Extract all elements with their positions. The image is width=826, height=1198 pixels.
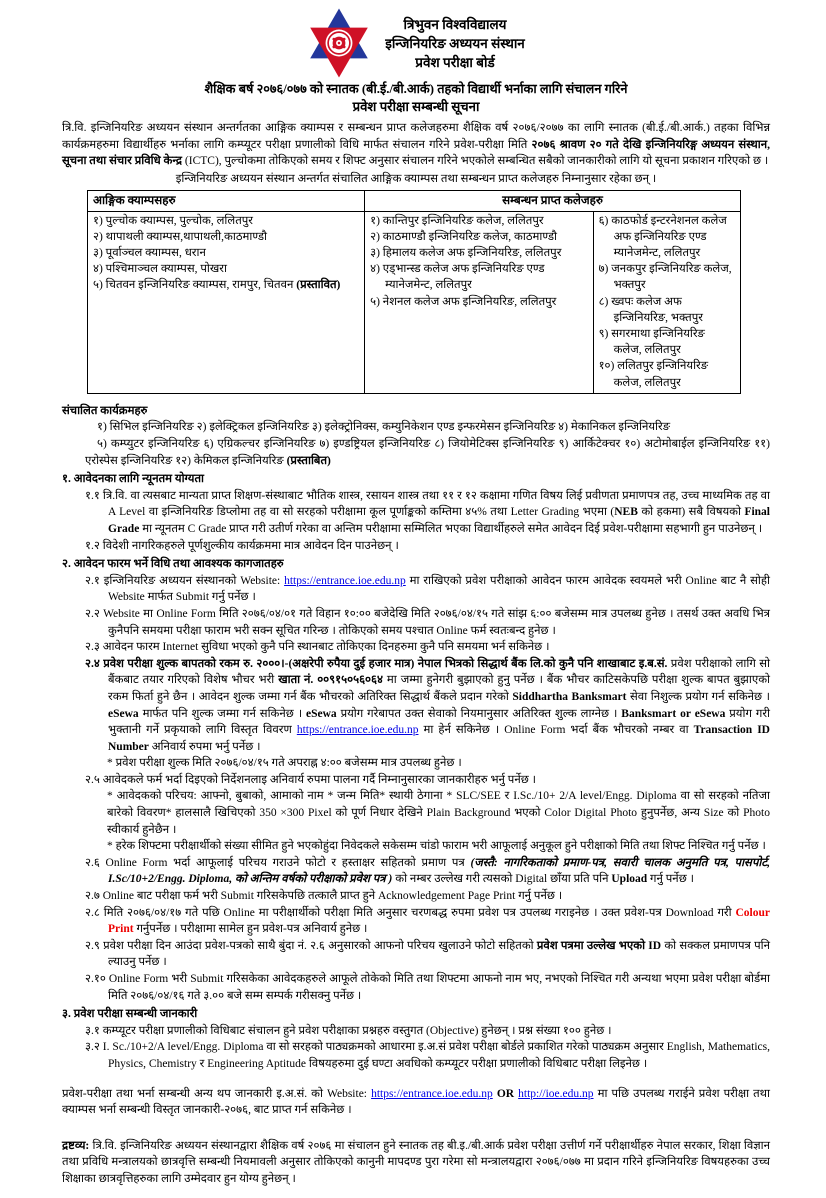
text-segment: NEB	[614, 506, 638, 519]
text-segment: * हरेक शिफ्टमा परीक्षार्थीको संख्या सीमित हुने भएकोहुंदा निवेदकले सकेसम्म चांडो फाराम भरी आफूलाई अनुकूल हुने परीक्षाको मिति तथा शिफ्ट निश्चित गर्नु पर्नेछ ।	[107, 840, 766, 853]
intro-paragraph	[62, 120, 770, 170]
text-segment: प्रवेश पत्रमा उल्लेख भएको ID	[536, 939, 662, 952]
clause-2-1	[85, 573, 770, 606]
applicant-info-note	[107, 788, 770, 838]
text-segment: २.१० Online Form भरी Submit गरिसकेका आवेदकहरुले आफूले तोकेको मिति तथा शिफ्टमा आफनो नाम भए, नभएको निश्चित गरी अन्यथा भएमा प्रवेश परीक्षा बोर्डमा मिति २०७६/०४/१६ गते ३.०० बजे सम्म सम्पर्क गरीसक्नु पर्नेछ ।	[85, 973, 770, 1002]
text-segment: २. आवेदन फारम भर्ने विधि तथा आवश्यक कागजातहरु	[62, 558, 284, 571]
college-item	[370, 261, 587, 293]
college-item	[599, 294, 735, 326]
header-top-row	[62, 8, 770, 78]
text-segment: २) काठमाण्डौ इन्जिनियरिङ कलेज, काठमाण्डौ	[370, 230, 557, 243]
college-item	[93, 213, 359, 229]
text-segment: Colour Print	[108, 906, 770, 936]
college-item	[93, 245, 359, 261]
text-segment: त्रि.वि. इन्जिनियरिङ अध्ययन संस्थान अन्तर्गतका आङ्गिक क्याम्पस र सम्बन्धन प्राप्त कलेजहरुमा शैक्षिक वर्ष २०७६/२०७७ का लागि स्नातक (बी.ई./बी.आर्क.) तहका विभिन्न कार्यक्रमहरुमा विद्यार्थीहरु भर्नाका लागि कम्प्यूटर परीक्षा प्रणालीको विधि मार्फत संचालन गरिने प्रवेश-परीक्षा मिति	[62, 122, 770, 151]
college-item	[93, 229, 359, 245]
college-item	[370, 245, 587, 261]
college-item	[599, 326, 735, 358]
section-3-heading	[62, 1006, 770, 1023]
clause-2-3	[85, 639, 770, 656]
text-segment: Transaction ID Number	[108, 724, 770, 753]
text-segment: ५) कम्प्युटर इन्जिनियरिङ ६) एग्रिकल्चर इन्जिनियरिङ ७) इण्डष्ट्रियल इन्जिनियरिङ ८) जियोमेटिक्स इन्जिनियरिङ ९) आर्किटेक्चर १०) अटोमोबाईल इन्जिनियरिङ ११) एरोस्पेस इन्जिनियरिङ १२) केमिकल इन्जिनियरिङ	[85, 438, 770, 467]
clause-2-5	[85, 772, 770, 789]
programs-heading	[62, 403, 770, 420]
college-item	[93, 261, 359, 277]
text-segment: प्रयोग गरेबापत उक्त सेवाको नियमानुसार अतिरिक्त शुल्क लाग्नेछ ।	[336, 707, 622, 720]
colleges-table	[87, 190, 741, 393]
text-segment: ३. प्रवेश परीक्षा सम्बन्धी जानकारी	[62, 1008, 198, 1021]
text-segment: १) कान्तिपुर इन्जिनियरिङ कलेज, ललितपुर	[370, 214, 544, 227]
text-segment: (जस्तै: नागरिकताको प्रमाण-पत्र, सवारी चालक अनुमति पत्र, पासपोर्ट, I.Sc/10+2/Engg. Diploma, को अन्तिम वर्षको परीक्षाको प्रवेश पत्र )	[108, 856, 770, 886]
text-segment: गर्नुपर्नेछ । परीक्षामा सामेल हुन प्रवेश-पत्र अनिवार्य हुनेछ ।	[133, 923, 368, 936]
fee-deadline-note	[107, 755, 770, 772]
text-segment: Banksmart or eSewa	[621, 707, 726, 720]
clause-2-10	[85, 971, 770, 1004]
text-segment: २.६ Online Form भर्दा आफूलाई परिचय गराउने फोटो र हस्ताक्षर सहितको प्रमाण पत्र	[85, 856, 471, 869]
text-segment: मा न्यूनतम C Grade प्राप्त गरी उतीर्ण गरेका वा अन्तिम परीक्षामा सम्मिलित भएका विद्यार्थीहरुले समेत आवेदन दिई प्रवेश-परीक्षामा सहभागी हुन पाउनेछन् ।	[139, 522, 763, 535]
clause-2-6	[85, 855, 770, 888]
text-segment: मा हेर्न सकिनेछ । Online Form भर्दा बैंक भौचरको नम्बर वा	[418, 724, 694, 737]
text-segment: ७) जनकपुर इन्जिनियरिङ कलेज, भक्तपुर	[598, 263, 732, 292]
notice-title: प्रवेश परीक्षा सम्बन्धी सूचना	[352, 99, 480, 114]
text-segment: ६) काठफोर्ड इन्टरनेशनल कलेज अफ इन्जिनियरिङ एण्ड म्यानेजमेन्ट, ललितपुर	[598, 214, 727, 259]
affiliated-colleges-cell-1	[365, 211, 593, 393]
text-segment: अनिवार्य रुपमा भर्नु पर्नेछ ।	[148, 740, 261, 753]
header-title-lines	[385, 15, 525, 72]
text-segment: इन्जिनियरिङ अध्ययन संस्थान अन्तर्गत संचालित आङ्गिक क्याम्पस तथा सम्बन्धन प्राप्त कलेजहरु निम्नानुसार रहेका छन् ।	[175, 172, 657, 185]
section-1-heading	[62, 471, 770, 488]
text-segment: eSewa	[306, 707, 337, 720]
text-segment: ५) चितवन इन्जिनियरिङ क्याम्पस, रामपुर, चितवन	[93, 279, 297, 292]
text-segment: १०) ललितपुर इन्जिनियरिङ कलेज, ललितपुर	[598, 360, 709, 389]
text-segment: * आवेदकको परिचय: आफ्नो, बुबाको, आमाको नाम * जन्म मिति* स्थायी ठेगाना * SLC/SEE र I.Sc./10+ 2/A level/Engg. Diploma वा सो सरहको नतिजा बारेको विवरण* हालसालै खिचिएको 350 ×300 Pixel को पूर्ण निधार देखिने Plain Background भएको Color Digital Photo हुनुपर्नेछ, अन्य Size को Photo स्वीकार्य हुनेछैन ।	[107, 790, 770, 836]
entrance-website-link[interactable]: https://entrance.ioe.edu.np	[371, 1087, 493, 1100]
text-segment: २.७ Online बाट परीक्षा फर्म भरी Submit गरिसकेपछि तत्कालै प्राप्त हुने Acknowledgement Page Print गर्नु पर्नेछ ।	[85, 890, 563, 903]
text-segment: ५) नेशनल कलेज अफ इन्जिनियरिङ, ललितपुर	[370, 295, 557, 308]
clause-3-1	[85, 1023, 770, 1040]
entrance-website-link[interactable]: https://entrance.ioe.edu.np	[296, 724, 419, 737]
clause-2-7	[85, 888, 770, 905]
text-segment: ९) सगरमाथा इन्जिनियरिङ कलेज, ललितपुर	[598, 328, 705, 357]
affiliated-colleges-cell-2	[593, 211, 740, 393]
text-segment: १.१ त्रि.वि. वा त्यसबाट मान्यता प्राप्त शिक्षण-संस्थाबाट भौतिक शास्त्र, रसायन शास्त्र तथा ११ र १२ कक्षामा गणित विषय लिई प्रवीणता प्रमाणपत्र तह, उच्च माध्यमिक तह वा A Level वा इन्जिनियरिङ डिप्लोमा तह वा सो सरहको परीक्षामा कूल पूर्णाङ्कको कम्तिमा ४५% तथा Letter Grading भएमा (	[85, 489, 770, 519]
text-segment: २.४ प्रवेश परीक्षा शुल्क बापतको रकम रु. २०००।-(अक्षरेपी रुपैया दुई हजार मात्र) नेपाल भित्रको सिद्धार्थ बैंक लि.को कुनै पनि शाखाबाट इ.ब.सं.	[85, 657, 668, 670]
text-segment: सेवा निशुल्क प्रयोग गर्न सकिनेछ ।	[626, 690, 770, 703]
text-segment: २.९ प्रवेश परीक्षा दिन आउंदा प्रवेश-पत्रको साथै बुंदा नं. २.६ अनुसारको आफनो परिचय खुलाउने फोटो सहितको	[85, 939, 537, 952]
text-segment: प्रवेश परीक्षाको लागि सो बैंकबाट तयार गरिएको विशेष भौचर भरी	[108, 657, 770, 687]
text-segment: त्रि.वि. इन्जिनियरिङ अध्ययन संस्थानद्वारा शैक्षिक वर्ष २०७६ मा संचालन हुने स्नातक तह बी.इ./बी.आर्क प्रवेश परीक्षा उत्तीर्ण गर्ने परीक्षार्थीहरु नेपाल सरकार, शिक्षा विज्ञान तथा प्रविधि मन्त्रालयको छात्रवृत्ति सम्बन्धी नियमावली अनुसार तोकिएको कानुनी मापदण्ड पुरा गरेमा सो मन्त्रालयद्वारा २०७६/०७७ मा प्रदान गरिने इन्जिनियरिङ विषयहरुका उच्च शिक्षाका छात्रवृत्तिहरुका लागि उम्मेदवार हुन योग्य हुनेछन् ।	[62, 1139, 770, 1185]
text-segment: OR	[496, 1087, 515, 1100]
ioe-website-link[interactable]: http://ioe.edu.np	[518, 1087, 594, 1100]
entrance-website-link[interactable]: https://entrance.ioe.edu.np	[284, 574, 406, 587]
text-segment: को हकमा) सबै विषयको	[637, 506, 745, 519]
text-segment: ३.२ I. Sc./10+2/A level/Engg. Diploma वा सो सरहको पाठ्यक्रमको आधारमा इ.अ.सं प्रवेश परीक्षा बोर्डले प्रकाशित गरेको पाठ्यक्रम अनुसार English, Mathematics, Physics, Chemistry र Engineering Aptitude विषयहरुमा दुई घण्टा अवधिको कम्प्यूटर परीक्षा प्रणालीको विधिबाट परीक्षा लिइनेछ ।	[85, 1041, 770, 1070]
clause-2-2	[85, 606, 770, 639]
document-body	[62, 120, 770, 1188]
text-segment: २.२ Website मा Online Form मिति २०७६/०४/०१ गते विहान १०:०० बजेदेखि मिति २०७६/०४/१५ गते सांझ ६:०० बजेसम्म मात्र उपलब्ध हुनेछ । तसर्थ उक्त अवधि भित्र कुनैपनि समयमा परीक्षा फाराम भरी सक्न सूचित गरिन्छ । तोकिएको समय पश्चात Online फर्म स्वतःबन्द हुनेछ ।	[85, 607, 770, 637]
text-segment: ३) हिमालय कलेज अफ इन्जिनियरिङ, ललितपुर	[370, 246, 562, 259]
text-segment: Upload	[611, 873, 648, 886]
college-item	[93, 277, 359, 293]
tribhuvan-university-logo-icon	[307, 8, 371, 78]
text-segment: २.३ आवेदन फारम Internet सुविधा भएको कुनै पनि स्थानबाट तोकिएका दिनहरुमा कुनै पनि समयमा भर्न सकिनेछ ।	[85, 641, 550, 654]
text-segment: १. आवेदनका लागि न्यूनतम योग्यता	[62, 473, 204, 486]
text-segment: ४) पश्चिमाञ्चल क्याम्पस, पोखरा	[93, 263, 227, 276]
university-name: त्रिभुवन विश्वविद्यालय	[403, 16, 507, 32]
college-item	[370, 294, 587, 310]
board-name: प्रवेश परीक्षा बोर्ड	[415, 54, 495, 70]
text-segment: मार्फत पनि शुल्क जम्मा गर्न सकिनेछ ।	[138, 707, 306, 720]
text-segment: को नम्बर उल्लेख गरी त्यसको Digital छाँया प्रति पनि	[392, 873, 612, 886]
text-segment: २.१ इन्जिनियरिङ अध्ययन संस्थानको Website:	[85, 574, 285, 587]
document-header	[62, 8, 770, 116]
text-segment: (ICTC), पुल्चोकमा तोकिएको समय र शिफ्ट अनुसार संचालन गरिने भएकोले सम्बन्धित सबैको जानकारीको लागि यो सूचना प्रकाशन गरिएको छ ।	[182, 155, 769, 168]
text-segment: Final Grade	[108, 506, 770, 535]
more-info-paragraph	[62, 1086, 770, 1119]
programs-line-2	[85, 436, 770, 469]
text-segment: ४) एड्भान्स्ड कलेज अफ इन्जिनियरिङ एण्ड म्यानेजमेन्ट, ललितपुर	[370, 263, 545, 292]
text-segment: संचालित कार्यक्रमहरु	[62, 404, 148, 417]
text-segment: Siddhartha Banksmart	[512, 690, 627, 703]
text-segment: २.८ मिति २०७६/०४/१७ गते पछि Online मा परीक्षार्थीको परीक्षा मिति अनुसार चरणबद्ध रुपमा प्रवेश पत्र उपलब्ध गराइनेछ । उक्त प्रवेश-पत्र Download गरी	[85, 906, 736, 919]
college-item	[599, 358, 735, 390]
college-item	[599, 213, 735, 262]
college-item	[599, 261, 735, 293]
section-2-heading	[62, 556, 770, 573]
column-header-constituent-campuses: आङ्गिक क्याम्पसहरु	[88, 191, 365, 211]
clause-3-2	[85, 1039, 770, 1072]
constituent-campuses-cell	[88, 211, 365, 393]
text-segment: द्रष्टव्य:	[62, 1139, 90, 1152]
clause-1-2	[85, 538, 770, 555]
text-segment: ३) पूर्वाञ्चल क्याम्पस, धरान	[93, 246, 206, 259]
notice-subtitle: शैक्षिक बर्ष २०७६/०७७ को स्नातक (बी.ई./बी.आर्क) तहको विद्यार्थी भर्नाका लागि संचालन गरिने	[204, 82, 628, 96]
text-segment: मा पछि उपलब्ध गराईने प्रवेश परीक्षा तथा क्याम्पस भर्ना सम्बन्धी विस्तृत जानकारी-२०७६, बाट प्राप्त गर्न सकिनेछ ।	[62, 1087, 771, 1117]
text-segment: (प्रस्ताबित)	[286, 454, 331, 467]
footnote-paragraph	[62, 1138, 770, 1188]
college-item	[370, 229, 587, 245]
text-segment: गर्नु पर्नेछ ।	[647, 873, 694, 886]
text-segment: २०७६ श्रावण २० गते देखि इन्जिनियरिङ्ग अध्ययन संस्थान, सूचना तथा संचार प्रविधि केन्द्र	[62, 138, 770, 168]
clause-2-9	[85, 938, 770, 971]
text-segment: (प्रस्तावित)	[296, 279, 341, 292]
text-segment: प्रवेश-परीक्षा तथा भर्ना सम्बन्धी अन्य थप जानकारी इ.अ.सं. को Website:	[62, 1087, 372, 1100]
text-segment: मा राखिएको प्रवेश परीक्षाको आवेदन फारम आवेदक स्वयमले भरी Online बाट नै सोही Website मार्फत Submit गर्नु पर्नेछ ।	[108, 574, 770, 604]
text-segment: ८) ख्वपः कलेज अफ इन्जिनियरिङ, भक्तपुर	[598, 295, 703, 324]
text-segment: प्रयोग गरी भुक्तानी गर्ने प्रकृयाको लागि विस्तृत विवरण	[108, 707, 770, 737]
text-segment: १) सिभिल इन्जिनियरिङ २) इलेक्ट्रिकल इन्जिनियरिङ ३) इलेक्ट्रोनिक्स, कम्युनिकेशन एण्ड इन्फरमेसन इन्जिनियरिङ ४) मेकानिकल इन्जिनियरिङ	[97, 421, 671, 434]
text-segment: को सक्कल प्रमाणपत्र पनि ल्याउनु पर्नेछ ।	[108, 939, 770, 969]
table-caption	[62, 171, 770, 188]
clause-1-1	[85, 488, 770, 538]
text-segment: ३.१ कम्प्यूटर परीक्षा प्रणालीको विधिबाट संचालन हुने प्रवेश परीक्षाका प्रश्नहरु वस्तुगत (Objective) हुनेछन् । प्रश्न संख्या १०० हुनेछ ।	[85, 1024, 612, 1037]
text-segment: १) पुल्चोक क्याम्पस, पुल्चोक, ललितपुर	[93, 214, 253, 227]
text-segment: * प्रवेश परीक्षा शुल्क मिति २०७६/०४/१५ गते अपराह्न ४:०० बजेसम्म मात्र उपलब्ध हुनेछ ।	[107, 757, 462, 770]
text-segment: eSewa	[108, 707, 139, 720]
institute-name: इन्जिनियरिङ अध्ययन संस्थान	[385, 35, 525, 51]
clause-2-4	[85, 656, 770, 756]
text-segment: २) थापाथली क्याम्पस,थापाथली,काठमाण्डौ	[93, 230, 267, 243]
text-segment: मा जम्मा हुनेगरी बुझाएको हुनु पर्नेछ । बैंक भौचर काटिसकेपछि परीक्षा शुल्क बापत बुझाएको रकम फिर्ता हुने छैन । आवेदन शुल्क जम्मा गर्न बैंक भौचरको अतिरिक्त सिद्धार्थ बैंकले प्रदान गरेको	[108, 674, 771, 703]
shift-note	[107, 838, 770, 855]
text-segment: खाता नं. ००९१५०५६०६४	[278, 674, 383, 687]
college-item	[370, 213, 587, 229]
programs-line-1	[85, 419, 770, 436]
text-segment: २.५ आवेदकले फर्म भर्दा दिइएको निर्देशनलाइ अनिवार्य रुपमा पालना गर्दै निम्नानुसारका जानकारीहरु भर्नु पर्नेछ ।	[85, 773, 536, 786]
column-header-affiliated-colleges: सम्बन्धन प्राप्त कलेजहरु	[365, 191, 741, 211]
clause-2-8	[85, 905, 770, 938]
text-segment: १.२ विदेशी नागरिकहरुले पूर्णशुल्कीय कार्यक्रममा मात्र आवेदन दिन पाउनेछन् ।	[85, 539, 399, 552]
